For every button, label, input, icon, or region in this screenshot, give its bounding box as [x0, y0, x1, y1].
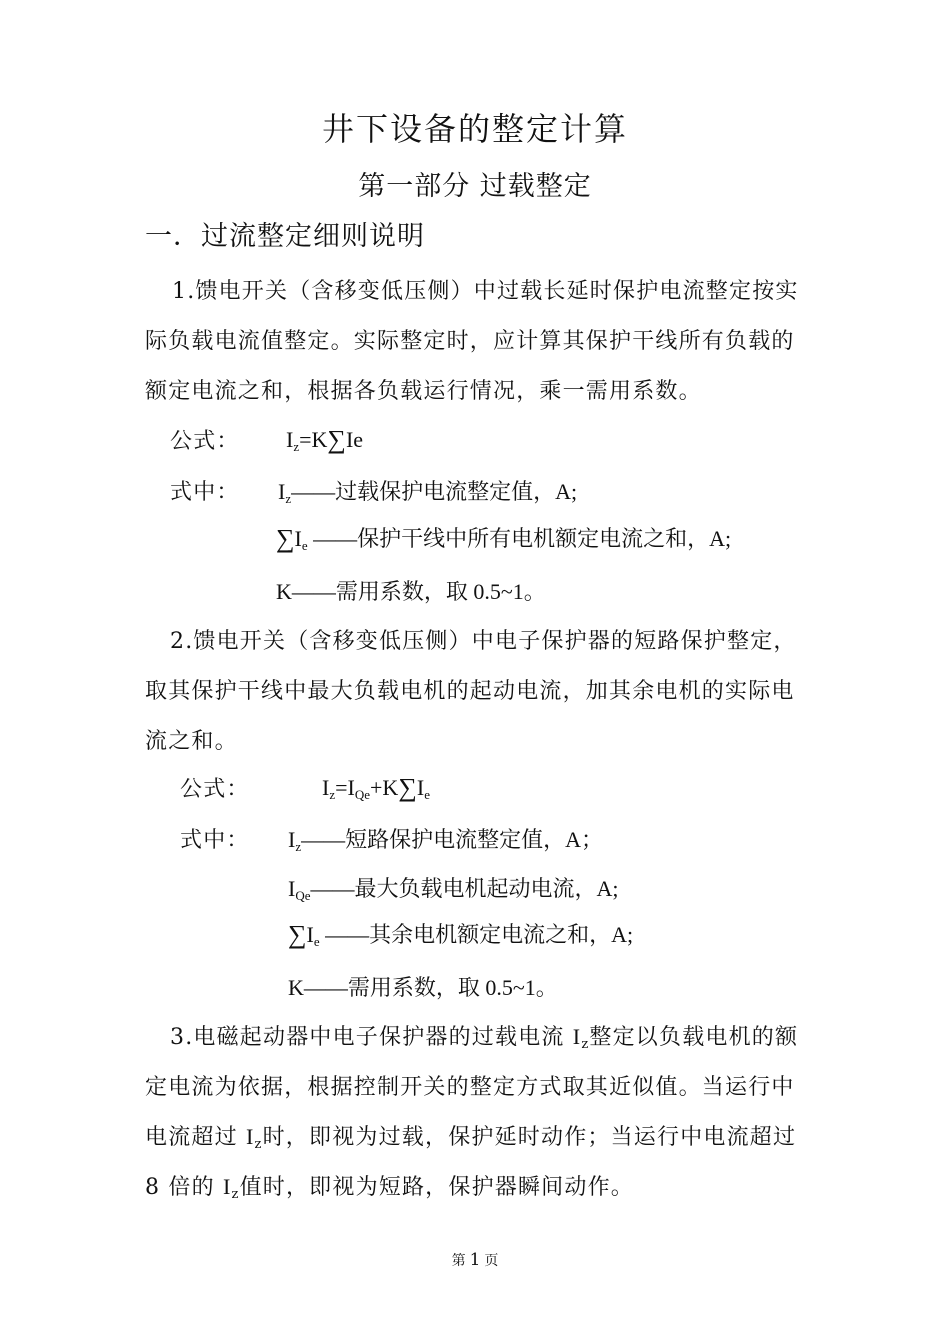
item2-formula: $I_z=I_{Qe}+K\sum I_e$: [322, 773, 430, 802]
item1-formula-label: 公式：: [170, 429, 240, 454]
item2-line-3: 流之和。: [145, 729, 238, 754]
item1-line-3: 额定电流之和，根据各负载运行情况，乘一需用系数。: [145, 379, 702, 404]
item2-def-iz: $I_z——$短路保护电流整定值，A；: [288, 827, 603, 854]
item2-def-k: K——需用系数，取 0.5~1。: [288, 975, 558, 1000]
item3-line-4: 8 倍的 $I_z$值时，即视为短路，保护器瞬间动作。: [145, 1174, 634, 1202]
item3-line-2: 定电流为依据，根据控制开关的整定方式取其近似值。当运行中: [145, 1075, 795, 1100]
item1-line-2: 际负载电流值整定。实际整定时，应计算其保护干线所有负载的: [145, 329, 795, 354]
item1-where-label: 式中：: [170, 480, 240, 505]
item1-formula: $I_z=K\sum Ie$: [286, 425, 364, 454]
part-subtitle: 第一部分 过载整定: [358, 171, 592, 202]
item2-line-1: 2.馈电开关（含移变低压侧）中电子保护器的短路保护整定，: [170, 629, 797, 654]
page-number: 第 1 页: [451, 1250, 499, 1270]
item2-line-2: 取其保护干线中最大负载电机的起动电流，加其余电机的实际电: [145, 679, 795, 704]
item2-def-sum: $\sum I_e$ ——其余电机额定电流之和，A;: [288, 920, 634, 949]
item2-where-label: 式中：: [180, 828, 250, 853]
item3-line-3: 电流超过 $I_z$时，即视为过载，保护延时动作；当运行中电流超过: [145, 1124, 797, 1152]
item2-def-iqe: $I_{Qe}——$最大负载电机起动电流，A;: [288, 876, 619, 903]
item1-def-iz: $I_z——$过载保护电流整定值，A;: [278, 479, 578, 506]
section-heading: 一．过流整定细则说明: [145, 221, 425, 252]
item3-line-1: 3.电磁起动器中电子保护器的过载电流 $I_z$整定以负载电机的额: [170, 1024, 799, 1052]
item1-def-sum: $\sum I_e$ ——保护干线中所有电机额定电流之和，A;: [276, 524, 732, 553]
item1-def-k: K——需用系数，取 0.5~1。: [276, 579, 546, 604]
item2-formula-label: 公式：: [180, 777, 250, 802]
document-title: 井下设备的整定计算: [321, 110, 628, 148]
item1-line-1: 1.馈电开关（含移变低压侧）中过载长延时保护电流整定按实: [172, 279, 799, 304]
